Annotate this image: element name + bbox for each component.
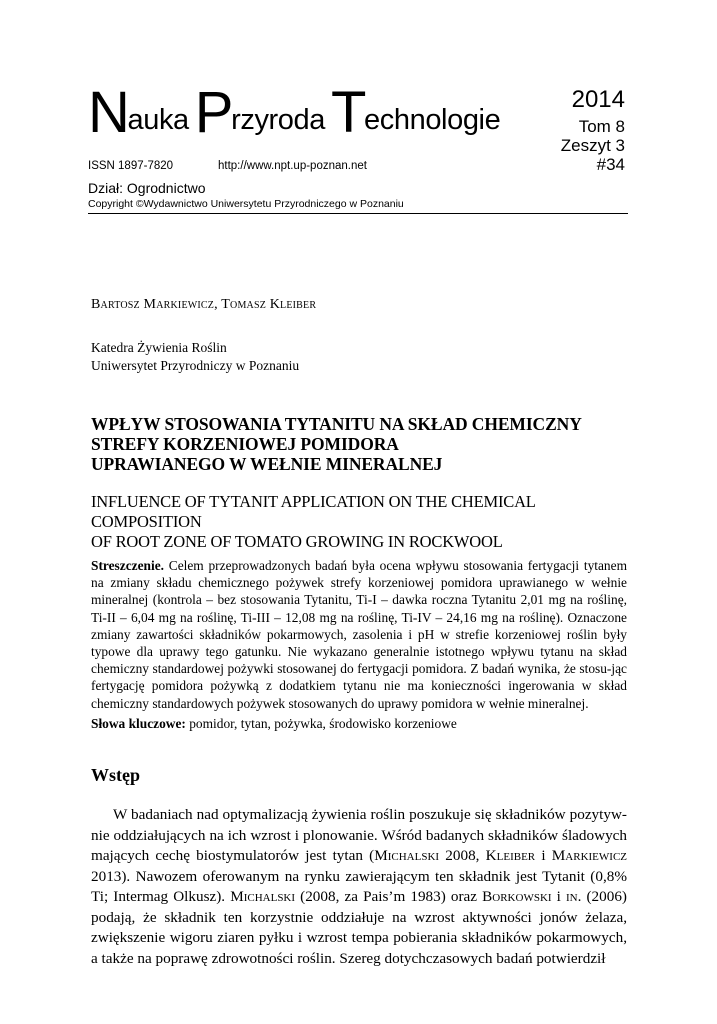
affiliation <box>91 339 299 375</box>
journal-title-rest: echnologie <box>364 104 501 136</box>
issn: ISSN 1897-7820 <box>88 160 174 172</box>
abstract-label: Streszczenie. <box>91 558 164 573</box>
paragraph-text: 2008, <box>439 847 486 864</box>
journal-title-initial: T <box>331 80 367 145</box>
title-polish <box>91 414 636 474</box>
title-polish-line: UPRAWIANEGO W WEŁNIE MINERALNEJ <box>91 454 443 474</box>
journal-title-word-2 <box>194 80 325 145</box>
citation-author: Michalski <box>230 888 296 905</box>
citation-author: Michalski <box>374 847 440 864</box>
section-heading: Wstęp <box>91 765 140 785</box>
authors <box>91 297 316 313</box>
section-label: Dział: Ogrodnictwo <box>88 180 206 196</box>
paragraph-text: W badaniach nad optymalizacją żywienia roślin poszukuje się składników pozytyw-nie oddziałujących na ich wzrost i plonowanie. Wśród badanych składników śladowych mających cechę biostymulatorów jest tytan ( <box>91 806 627 864</box>
title-polish-line: STREFY KORZENIOWEJ POMIDORA <box>91 434 399 454</box>
citation-author: Markiewicz <box>551 847 627 864</box>
paragraph-text: (2006) podają, że składnik ten korzystnie oddziałuje na wzrost aktywności jonów żelaza, zwiększenie wigoru ziaren pyłku i wzrost tempa pobierania składników pokarmowych, a także na poprawę zdrowotności roślin. Szereg dotychczasowych badań potwierdził <box>91 888 627 967</box>
journal-title-rest: auka <box>127 104 189 136</box>
copyright: Copyright ©Wydawnictwo Uniwersytetu Przyrodniczego w Poznaniu <box>88 198 404 210</box>
affiliation-university: Uniwersytet Przyrodniczy w Poznaniu <box>91 358 300 373</box>
keywords <box>91 715 627 732</box>
journal-title-word-3 <box>331 80 501 145</box>
abstract <box>91 557 627 712</box>
author-1: Bartosz Markiewicz <box>91 297 215 312</box>
affiliation-department: Katedra Żywienia Roślin <box>91 340 227 355</box>
title-english-line: INFLUENCE OF TYTANIT APPLICATION ON THE CHEMICAL COMPOSITION <box>91 492 536 531</box>
issue-year: 2014 <box>571 86 625 113</box>
citation-author: Borkowski <box>482 888 552 905</box>
keywords-text: pomidor, tytan, pożywka, środowisko korzeniowe <box>189 716 457 731</box>
issue-volume: Tom 8 <box>578 117 625 136</box>
title-english-line: OF ROOT ZONE OF TOMATO GROWING IN ROCKWOOL <box>91 532 503 551</box>
journal-title-word-1 <box>88 80 189 145</box>
journal-url[interactable]: http://www.npt.up-poznan.net <box>218 160 367 172</box>
paragraph-text: (2008, za Pais’m 1983) oraz <box>295 888 483 905</box>
article-number: #34 <box>596 155 625 174</box>
title-polish-line: WPŁYW STOSOWANIA TYTANITU NA SKŁAD CHEMICZNY <box>91 414 582 434</box>
issue-info <box>561 88 625 175</box>
paragraph-text: 2013). Nawozem oferowanym na rynku zawierającym ten składnik jest Tytanit (0,8% Ti; Intermag Olkusz). <box>91 867 627 905</box>
citation-author: in. <box>565 888 582 905</box>
journal-title <box>88 80 501 145</box>
paragraph-text: i <box>551 888 566 905</box>
header-divider <box>88 213 628 214</box>
issue-number: Zeszyt 3 <box>560 136 625 155</box>
journal-title-initial: P <box>194 80 234 145</box>
author-separator: , <box>214 297 222 312</box>
title-english <box>91 492 636 552</box>
body-paragraph <box>91 805 627 969</box>
abstract-text: Celem przeprowadzonych badań była ocena wpływu stosowania fertygacji tytanem na zmiany składu chemicznego pożywek strefy korzeniowej pomidora uprawianego w wełnie mineralnej (kontrola – bez stosowania Tytanitu, Ti-I – dawka roczna Tytanitu 2,01 mg na roślinę, Ti-II – 6,04 mg na roślinę, Ti-III – 12,08 mg na roślinę, Ti-IV – 24,16 mg na roślinę). Oznaczone zmiany zawartości składników pokarmowych, zasolenia i pH w strefie korzeniowej roślin były typowe dla uprawy tego gatunku. Nie wykazano generalnie istotnego wpływu tytanu na skład chemiczny standardowej pożywki stosowanej do fertygacji pomidora. Z badań wynika, że stosu-jąc fertygację pomidora pożywką z dodatkiem tytanu nie ma konieczności ingerowania w skład chemiczny standardowych pożywek stosowanych do uprawy pomidora w wełnie mineralnej. <box>91 558 627 711</box>
paragraph-text: i <box>535 847 552 864</box>
journal-title-rest: rzyroda <box>231 104 325 136</box>
citation-author: Kleiber <box>485 847 536 864</box>
keywords-label: Słowa kluczowe: <box>91 716 186 731</box>
journal-title-initial: N <box>88 80 130 145</box>
author-2: Tomasz Kleiber <box>221 297 317 312</box>
